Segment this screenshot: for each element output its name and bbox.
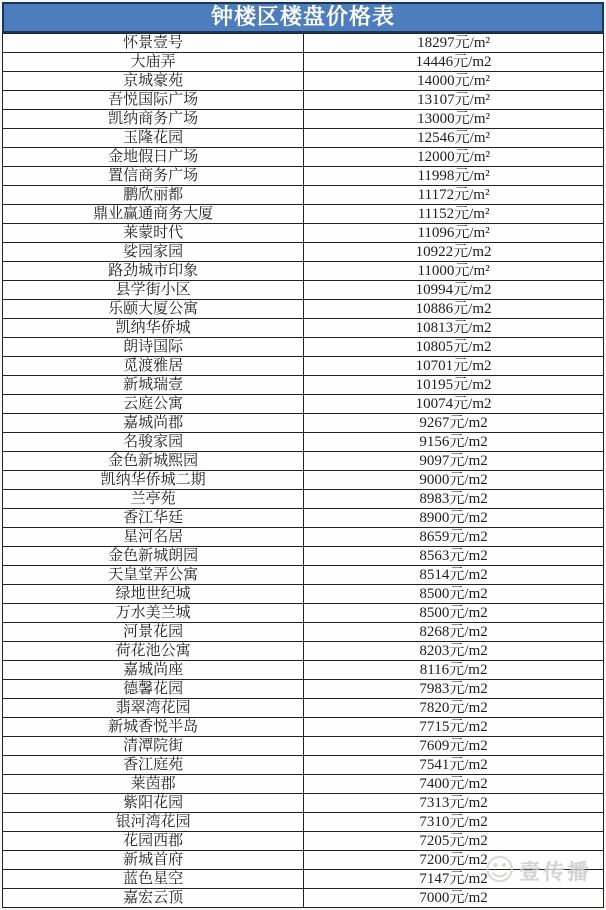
table-row xyxy=(3,224,603,243)
table-row xyxy=(3,167,603,186)
price-cell: 10994元/m2 xyxy=(415,282,492,298)
price-cell: 8900元/m2 xyxy=(419,510,488,526)
price-cell: 8203元/m2 xyxy=(419,643,488,659)
table-row xyxy=(3,509,603,528)
table-row xyxy=(3,661,603,680)
table-row xyxy=(3,34,603,53)
price-cell: 7820元/m2 xyxy=(419,700,488,716)
price-cell: 8268元/m2 xyxy=(419,624,488,640)
property-name-cell: 莱蒙时代 xyxy=(3,224,304,242)
property-name-cell: 金色新城熙园 xyxy=(3,452,304,470)
table-row xyxy=(3,585,603,604)
price-cell: 10805元/m2 xyxy=(415,339,492,355)
price-cell: 7313元/m2 xyxy=(419,795,488,811)
table-row xyxy=(3,623,603,642)
property-name-cell: 鼎业赢通商务大厦 xyxy=(3,205,304,223)
property-name-cell: 清潭院街 xyxy=(3,737,304,755)
watermark-text: 壹传播 xyxy=(519,860,592,884)
price-cell: 9097元/m2 xyxy=(419,453,488,469)
table-row xyxy=(3,129,603,148)
property-name-cell: 云庭公寓 xyxy=(3,395,304,413)
property-name-cell: 乐颐大厦公寓 xyxy=(3,300,304,318)
property-name-cell: 朗诗国际 xyxy=(3,338,304,356)
table-row xyxy=(3,851,603,870)
property-name-cell: 京城豪苑 xyxy=(3,72,304,90)
price-cell: 8500元/m2 xyxy=(419,586,488,602)
property-name-cell: 绿地世纪城 xyxy=(3,585,304,603)
price-cell: 11998元/m² xyxy=(417,168,490,184)
price-cell: 14000元/m² xyxy=(417,73,490,89)
table-row xyxy=(3,91,603,110)
table-row xyxy=(3,281,603,300)
price-cell: 7000元/m2 xyxy=(419,890,488,906)
price-cell: 10813元/m2 xyxy=(415,320,492,336)
property-name-cell: 凯纳华侨城二期 xyxy=(3,471,304,489)
property-name-cell: 觅渡雅居 xyxy=(3,357,304,375)
property-name-cell: 置信商务广场 xyxy=(3,167,304,185)
table-title: 钟楼区楼盘价格表 xyxy=(2,2,604,33)
price-table-sheet xyxy=(2,2,604,908)
property-name-cell: 香江华廷 xyxy=(3,509,304,527)
property-name-cell: 蓝色星空 xyxy=(3,870,304,888)
table-row xyxy=(3,319,603,338)
table-row xyxy=(3,680,603,699)
price-cell: 7310元/m2 xyxy=(419,814,488,830)
price-cell: 10195元/m2 xyxy=(415,377,492,393)
table-row xyxy=(3,699,603,718)
price-cell: 7983元/m2 xyxy=(419,681,488,697)
table-row xyxy=(3,566,603,585)
price-cell: 11096元/m² xyxy=(417,225,490,241)
property-name-cell: 新城首府 xyxy=(3,851,304,869)
property-name-cell: 星河名居 xyxy=(3,528,304,546)
smiley-logo-icon: ☺ xyxy=(484,853,516,888)
table-row xyxy=(3,889,603,908)
property-name-cell: 莱茵郡 xyxy=(3,775,304,793)
property-name-cell: 玉隆花园 xyxy=(3,129,304,147)
price-cell: 13000元/m² xyxy=(417,111,490,127)
price-cell: 12000元/m² xyxy=(417,149,490,165)
table-row xyxy=(3,490,603,509)
property-name-cell: 鹏欣丽都 xyxy=(3,186,304,204)
property-name-cell: 名骏家园 xyxy=(3,433,304,451)
price-cell: 13107元/m² xyxy=(417,92,490,108)
property-name-cell: 天皇堂弄公寓 xyxy=(3,566,304,584)
price-cell: 7200元/m2 xyxy=(419,852,488,868)
table-row xyxy=(3,186,603,205)
table-row xyxy=(3,148,603,167)
table-row xyxy=(3,547,603,566)
price-cell: 18297元/m² xyxy=(417,35,490,51)
property-name-cell: 大庙弄 xyxy=(3,53,304,71)
table-row xyxy=(3,528,603,547)
price-cell: 8659元/m2 xyxy=(419,529,488,545)
price-cell: 9156元/m2 xyxy=(419,434,488,450)
table-row xyxy=(3,813,603,832)
property-name-cell: 县学街小区 xyxy=(3,281,304,299)
table-row xyxy=(3,376,603,395)
table-row xyxy=(3,395,603,414)
table-row xyxy=(3,110,603,129)
table-row xyxy=(3,471,603,490)
table-row xyxy=(3,205,603,224)
table-row xyxy=(3,737,603,756)
table-row xyxy=(3,870,603,889)
table-row xyxy=(3,72,603,91)
property-name-cell: 嘉城尚座 xyxy=(3,661,304,679)
price-cell: 11152元/m² xyxy=(417,206,490,222)
price-cell: 8116元/m2 xyxy=(419,662,488,678)
price-cell: 10922元/m2 xyxy=(415,244,492,260)
price-cell: 11172元/m² xyxy=(417,187,490,203)
property-name-cell: 吾悦国际广场 xyxy=(3,91,304,109)
property-name-cell: 路劲城市印象 xyxy=(3,262,304,280)
property-name-cell: 凯纳华侨城 xyxy=(3,319,304,337)
property-name-cell: 荷花池公寓 xyxy=(3,642,304,660)
property-name-cell: 金色新城朗园 xyxy=(3,547,304,565)
price-cell: 10701元/m2 xyxy=(415,358,492,374)
table-row xyxy=(3,414,603,433)
table-row xyxy=(3,604,603,623)
table-row xyxy=(3,357,603,376)
property-name-cell: 新城香悦半岛 xyxy=(3,718,304,736)
table-row xyxy=(3,775,603,794)
price-cell: 7541元/m2 xyxy=(419,757,488,773)
property-name-cell: 翡翠湾花园 xyxy=(3,699,304,717)
property-name-cell: 花园西郡 xyxy=(3,832,304,850)
price-cell: 11000元/m² xyxy=(417,263,490,279)
table-row xyxy=(3,832,603,851)
price-cell: 9267元/m2 xyxy=(419,415,488,431)
table-body xyxy=(2,33,604,908)
price-cell: 8514元/m2 xyxy=(419,567,488,583)
property-name-cell: 金地假日广场 xyxy=(3,148,304,166)
table-row xyxy=(3,756,603,775)
table-row xyxy=(3,642,603,661)
table-row xyxy=(3,262,603,281)
table-row xyxy=(3,300,603,319)
table-row xyxy=(3,718,603,737)
price-cell: 7609元/m2 xyxy=(419,738,488,754)
price-cell: 10074元/m2 xyxy=(415,396,492,412)
property-name-cell: 德馨花园 xyxy=(3,680,304,698)
table-row xyxy=(3,452,603,471)
price-cell: 9000元/m2 xyxy=(419,472,488,488)
price-cell: 7400元/m2 xyxy=(419,776,488,792)
property-name-cell: 兰亭苑 xyxy=(3,490,304,508)
property-name-cell: 银河湾花园 xyxy=(3,813,304,831)
price-cell: 8983元/m2 xyxy=(419,491,488,507)
price-cell: 8563元/m2 xyxy=(419,548,488,564)
property-name-cell: 凯纳商务广场 xyxy=(3,110,304,128)
table-row xyxy=(3,794,603,813)
price-cell: 7147元/m2 xyxy=(419,871,488,887)
property-name-cell: 万水美兰城 xyxy=(3,604,304,622)
price-cell: 7205元/m2 xyxy=(419,833,488,849)
property-name-cell: 嘉城尚郡 xyxy=(3,414,304,432)
table-row xyxy=(3,433,603,452)
property-name-cell: 新城瑞壹 xyxy=(3,376,304,394)
table-row xyxy=(3,338,603,357)
property-name-cell: 娑园家园 xyxy=(3,243,304,261)
property-name-cell: 嘉宏云顶 xyxy=(3,889,304,907)
price-cell: 14446元/m2 xyxy=(415,54,492,70)
table-row xyxy=(3,53,603,72)
price-cell: 7715元/m2 xyxy=(419,719,488,735)
price-cell: 8500元/m2 xyxy=(419,605,488,621)
property-name-cell: 香江庭苑 xyxy=(3,756,304,774)
property-name-cell: 怀景壹号 xyxy=(3,34,304,52)
property-name-cell: 河景花园 xyxy=(3,623,304,641)
price-cell: 10886元/m2 xyxy=(415,301,492,317)
price-cell: 12546元/m² xyxy=(417,130,490,146)
property-name-cell: 紫阳花园 xyxy=(3,794,304,812)
table-row xyxy=(3,243,603,262)
